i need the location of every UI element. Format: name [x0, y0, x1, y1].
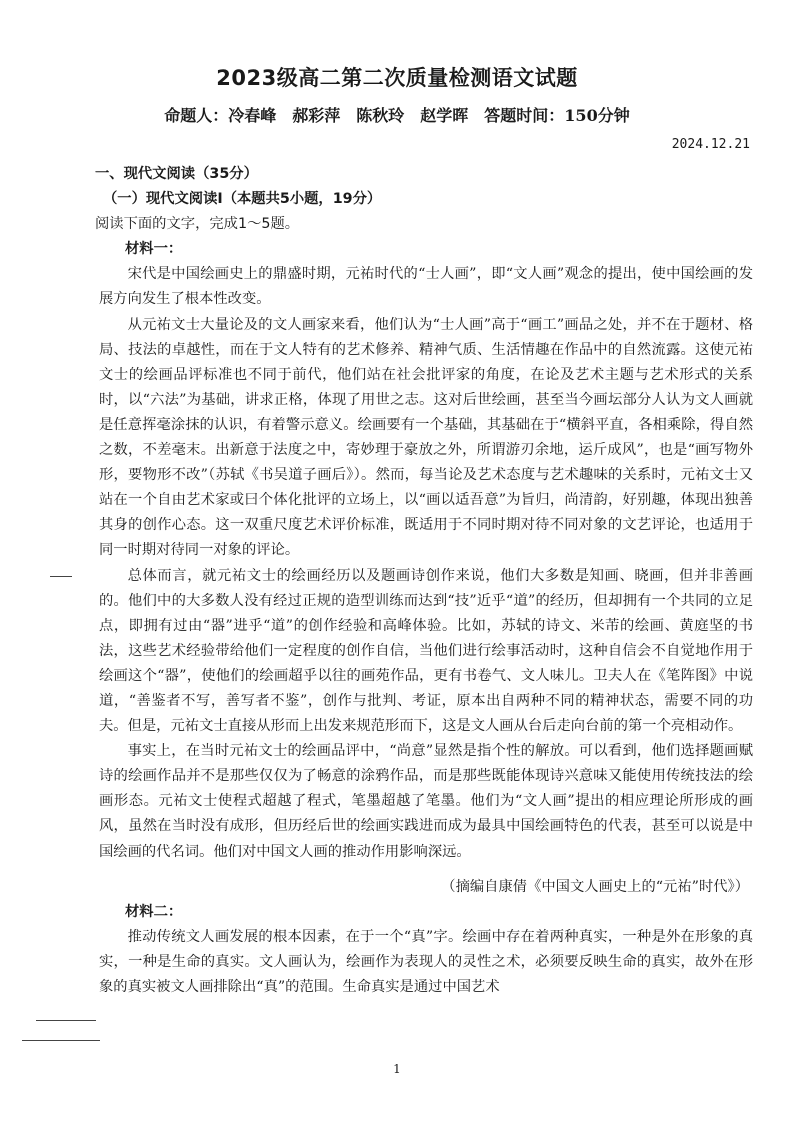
section-subheading: （一）现代文阅读Ⅰ（本题共5小题，19分） — [103, 191, 382, 208]
material2-label: 材料二： — [125, 903, 183, 920]
material1-paragraph: 事实上，在当时元祐文士的绘画品评中，“尚意”显然是指个性的解放。可以看到，他们选择题画赋诗的绘画作品并不是那些仅仅为了畅意的涂鸦作品，而是那些既能体现诗兴意味又能使用传统技法的绘画形态。元祐文士使程式超越了程式，笔墨超越了笔墨。他们为“文人画”提出的相应理论所形成的画风，虽然在当时没有成形，但历经后世的绘画实践进而成为最具中国绘画特色的代表，甚至可以说是中国绘画的代名词。他们对中国文人画的推动作用影响深远。 — [99, 743, 753, 860]
exam-body — [95, 162, 753, 1000]
material2-paragraph: 推动传统文人画发展的根本因素，在于一个“真”字。绘画中存在着两种真实，一种是外在形象的真实，一种是生命的真实。文人画认为，绘画作为表现人的灵性之术，必须要反映生命的真实，故外在形象的真实被文人画排除出“真”的范围。生命真实是通过中国艺术 — [99, 928, 753, 995]
page-number: 1 — [393, 1062, 401, 1076]
exam-title: 2023级高二第二次质量检测语文试题 — [216, 66, 578, 90]
binding-mark — [50, 576, 72, 577]
binding-line — [22, 1040, 100, 1041]
section-heading: 一、现代文阅读（35分） — [95, 166, 258, 182]
authors-line: 命题人：冷春峰 郝彩萍 陈秋玲 赵学晖 答题时间：150分钟 — [164, 106, 630, 125]
material1-citation: （摘编自康倩《中国文人画史上的“元祐”时代》） — [441, 878, 749, 895]
instruction: 阅读下面的文字，完成1～5题。 — [95, 216, 300, 233]
material1-paragraph: 从元祐文士大量论及的文人画家来看，他们认为“士人画”高于“画工”画品之处，并不在于题材、格局、技法的卓越性，而在于文人特有的艺术修养、精神气质、生活情趣在作品中的自然流露。这使元祐文士的绘画品评标准也不同于前代，他们站在社会批评家的角度，在论及艺术主题与艺术形式的关系时，以“六法”为基础，讲求正格，体现了用世之志。这对后世绘画，甚至当今画坛部分人认为文人画就是任意挥毫涂抹的认识，有着警示意义。绘画要有一个基础，其基础在于“横斜平直，各相乘除，得自然之数，不差毫末。出新意于法度之中，寄妙理于豪放之外，所谓游刃余地，运斤成风”，也是“画写物外形，要物形不改”（苏轼《书吴道子画后》）。然而，每当论及艺术态度与艺术趣味的关系时，元祐文士又站在一个自由艺术家或曰个体化批评的立场上，以“画以适吾意”为旨归，尚清韵，好别趣，体现出独善其身的创作心态。这一双重尺度艺术评价标准，既适用于不同时期对待不同对象的文艺评论，也适用于同一时期对待同一对象的评论。 — [99, 316, 753, 559]
binding-line — [36, 1020, 96, 1021]
exam-date: 2024.12.21 — [671, 137, 750, 152]
material1-paragraph: 总体而言，就元祐文士的绘画经历以及题画诗创作来说，他们大多数是知画、晓画，但并非善画的。他们中的大多数人没有经过正规的造型训练而达到“技”近乎“道”的经历，但却拥有一个共同的立足点，即拥有过由“器”进乎“道”的创作经验和高峰体验。比如，苏轼的诗文、米芾的绘画、黄庭坚的书法，这些艺术经验带给他们一定程度的创作自信，当他们进行绘事活动时，这种自信会不自觉地作用于绘画这个“器”，使他们的绘画超乎以往的画苑作品，更有书卷气、文人味儿。卫夫人在《笔阵图》中说道，“善鉴者不写，善写者不鉴”，创作与批判、考证，原本出自两种不同的精神状态，需要不同的功夫。但是，元祐文士直接从形而上出发来规范形而下，这是文人画从台后走向台前的第一个亮相动作。 — [99, 567, 753, 735]
material1-paragraph: 宋代是中国绘画史上的鼎盛时期，元祐时代的“士人画”，即“文人画”观念的提出，使中国绘画的发展方向发生了根本性改变。 — [99, 266, 753, 308]
material1-label: 材料一： — [125, 241, 183, 258]
